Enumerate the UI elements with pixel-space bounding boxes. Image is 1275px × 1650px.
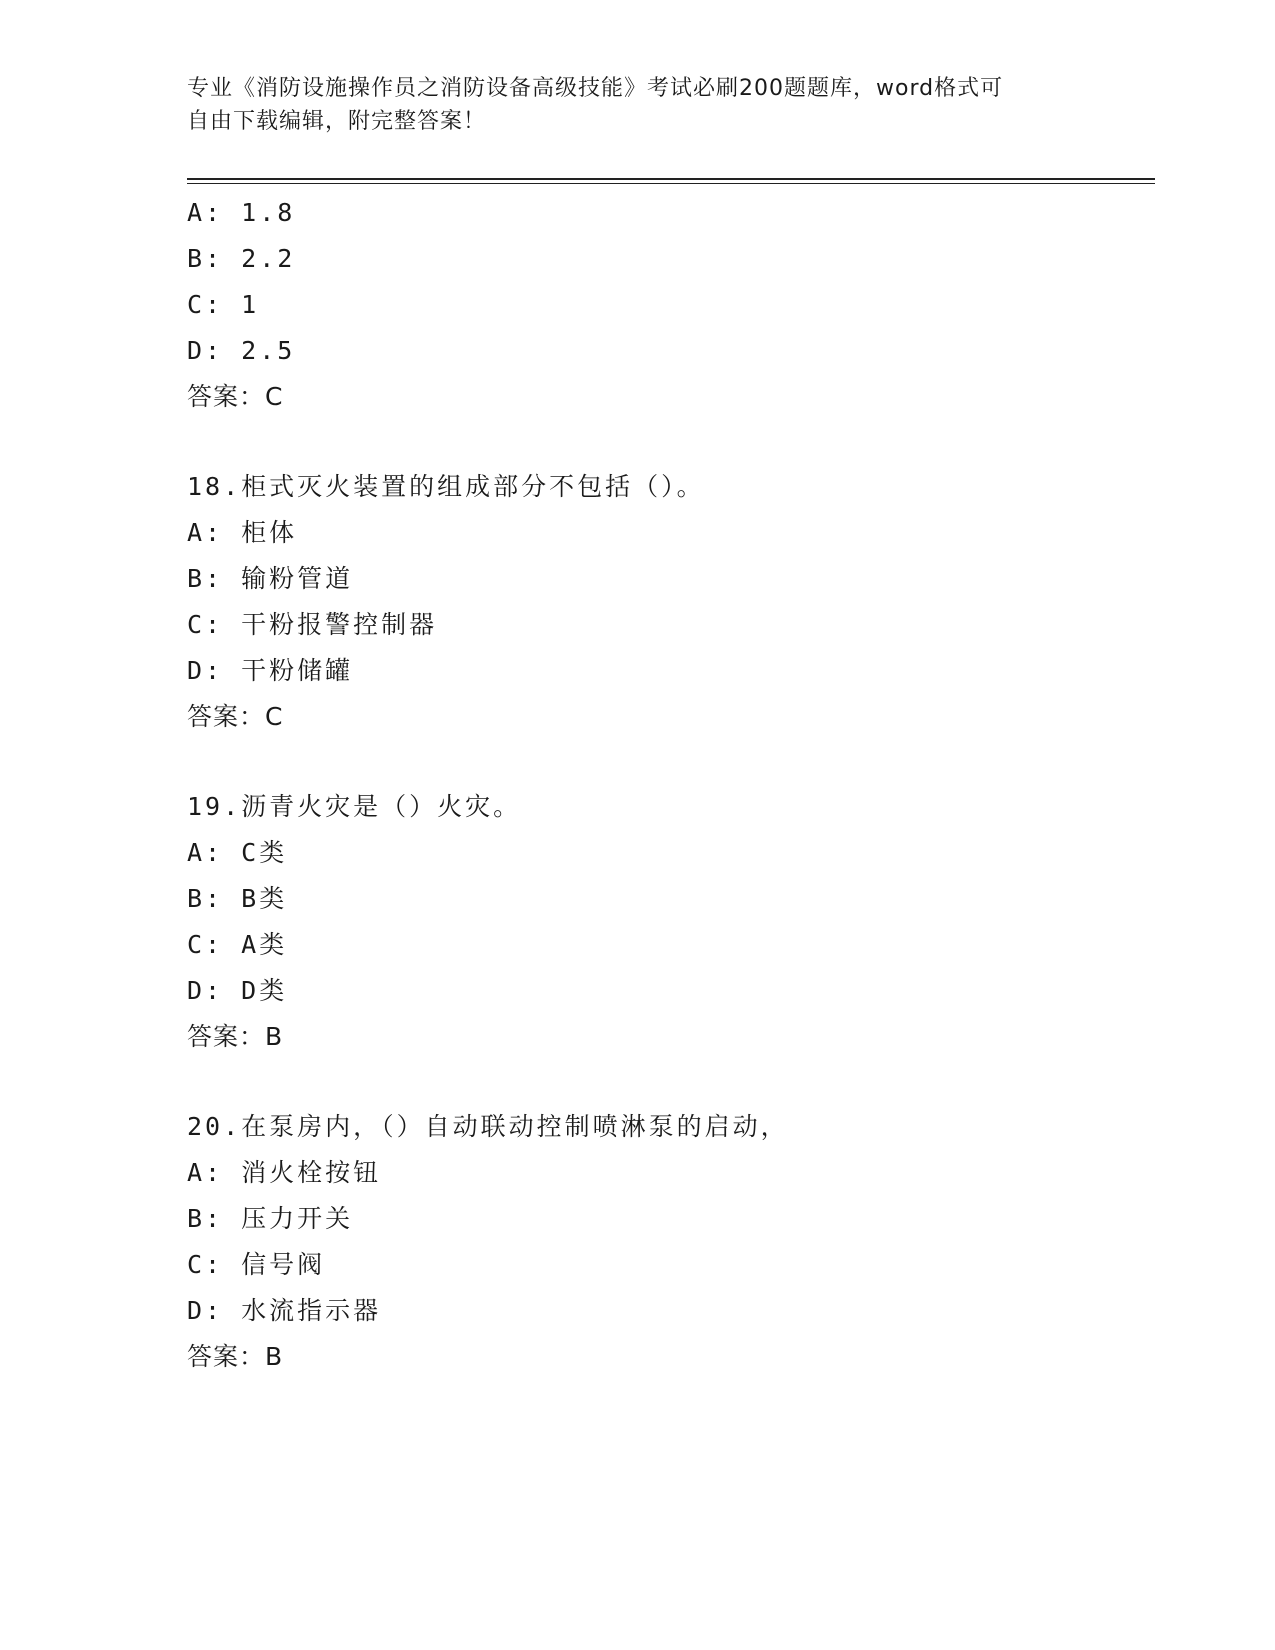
option-a: A: C类 <box>187 838 288 867</box>
option-c: C: 1 <box>187 290 260 319</box>
answer: 答案：C <box>187 382 284 411</box>
option-b: B: 2.2 <box>187 244 296 273</box>
question-list <box>187 190 1137 1380</box>
option-b: B: 压力开关 <box>187 1204 354 1233</box>
question-text: 19.沥青火灾是（）火灾。 <box>187 792 522 821</box>
option-d: D: 2.5 <box>187 336 296 365</box>
option-b: B: B类 <box>187 884 288 913</box>
option-a: A: 1.8 <box>187 198 296 227</box>
question-block-18 <box>187 464 1137 740</box>
answer: 答案：C <box>187 702 284 731</box>
option-a: A: 消火栓按钮 <box>187 1158 382 1187</box>
option-c: C: 信号阀 <box>187 1250 326 1279</box>
question-block-20 <box>187 1104 1137 1380</box>
option-a: A: 柜体 <box>187 518 298 547</box>
option-b: B: 输粉管道 <box>187 564 354 593</box>
question-text: 18.柜式灭火装置的组成部分不包括（）。 <box>187 472 705 501</box>
option-c: C: A类 <box>187 930 288 959</box>
answer: 答案：B <box>187 1342 284 1371</box>
header-line-1: 专业《消防设施操作员之消防设备高级技能》考试必刷200题题库，word格式可 <box>187 76 1004 101</box>
question-block-17 <box>187 190 1137 420</box>
question-text: 20.在泵房内，（）自动联动控制喷淋泵的启动， <box>187 1112 789 1141</box>
option-d: D: D类 <box>187 976 288 1005</box>
header-divider <box>187 178 1155 184</box>
answer: 答案：B <box>187 1022 284 1051</box>
option-d: D: 水流指示器 <box>187 1296 382 1325</box>
option-d: D: 干粉储罐 <box>187 656 354 685</box>
question-block-19 <box>187 784 1137 1060</box>
document-header <box>187 72 1087 138</box>
option-c: C: 干粉报警控制器 <box>187 610 438 639</box>
header-line-2: 自由下载编辑，附完整答案！ <box>187 109 487 134</box>
